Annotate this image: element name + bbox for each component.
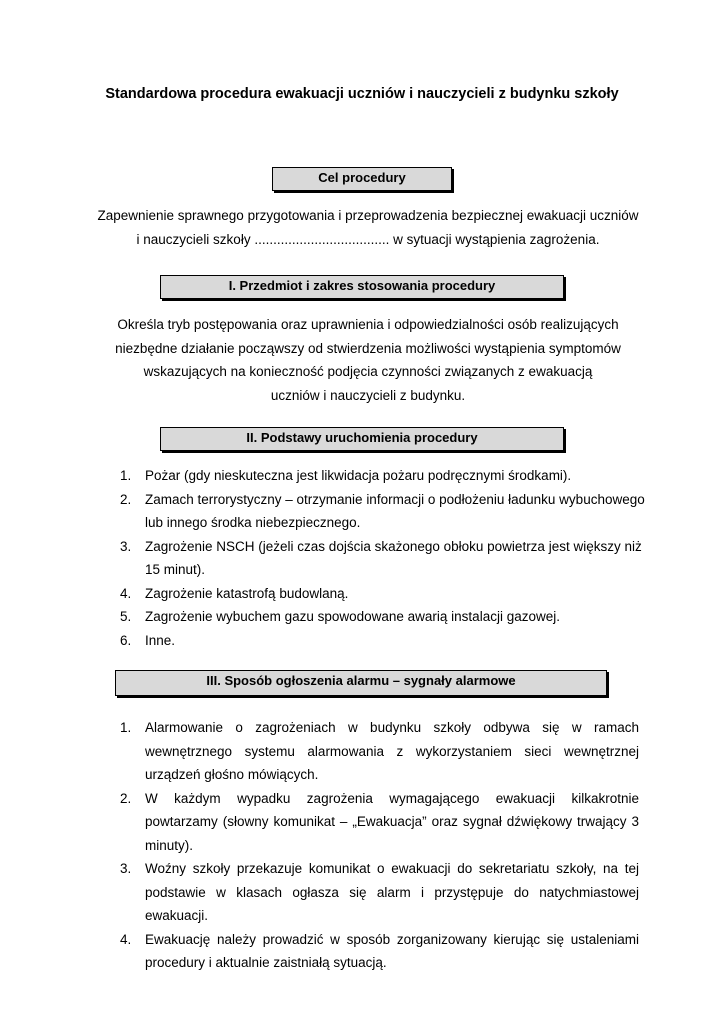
przedmiot-line: uczniów i nauczycieli z budynku. [270, 387, 466, 403]
list-number: 4. [120, 585, 132, 601]
przedmiot-paragraph [90, 313, 646, 407]
section-heading-przedmiot: I. Przedmiot i zakres stosowania procedury [160, 275, 564, 299]
section-heading-podstawy: II. Podstawy uruchomienia procedury [160, 427, 564, 451]
list-text: Pożar (gdy nieskuteczna jest likwidacja pożaru podręcznymi środkami). [145, 468, 572, 483]
cel-line: i nauczycieli szkoły .................................... w sytuacji wystąpienia zagrożenia. [136, 231, 600, 247]
list-item [115, 787, 639, 858]
list-item [115, 464, 645, 488]
list-item [115, 582, 645, 606]
list-item [115, 716, 639, 787]
list-number: 4. [120, 931, 132, 947]
list-number: 2. [120, 491, 132, 507]
list-text: Zagrożenie wybuchem gazu spowodowane awarią instalacji gazowej. [145, 609, 560, 624]
list-text: Ewakuację należy prowadzić w sposób zorganizowany kierując się ustaleniami procedury i aktualnie zaistniałą sytuacją. [145, 931, 639, 970]
list-item [115, 488, 645, 535]
list-item [115, 857, 639, 928]
podstawy-list [115, 464, 645, 652]
list-text: Alarmowanie o zagrożeniach w budynku szkoły odbywa się w ramach wewnętrznego systemu alarmowania z wykorzystaniem sieci wewnętrznej urządzeń głośno mówiących. [145, 720, 639, 782]
list-text: Zamach terrorystyczny – otrzymanie informacji o podłożeniu ładunku wybuchowego lub innego środka niebezpiecznego. [145, 491, 645, 530]
list-text: Inne. [145, 632, 176, 648]
list-item [115, 535, 645, 582]
list-number: 3. [120, 861, 132, 876]
alarm-list [115, 716, 639, 975]
przedmiot-line: Określa tryb postępowania oraz uprawnienia i odpowiedzialności osób realizujących [117, 317, 619, 332]
document-title: Standardowa procedura ewakuacji uczniów i nauczycieli z budynku szkoły [105, 86, 619, 102]
list-text: Woźny szkoły przekazuje komunikat o ewakuacji do sekretariatu szkoły, na tej podstawie w klasach ogłasza się alarm i przystępuje do natychmiastowej ewakuacji. [145, 861, 639, 923]
cel-line: Zapewnienie sprawnego przygotowania i przeprowadzenia bezpiecznej ewakuacji uczniów [97, 208, 639, 223]
list-number: 6. [120, 632, 132, 648]
list-number: 5. [120, 609, 132, 624]
list-item [115, 605, 645, 629]
list-text: W każdym wypadku zagrożenia wymagającego ewakuacji kilkakrotnie powtarzamy (słowny komunikat – „Ewakuacja” oraz sygnał dźwiękowy trwający 3 minuty). [145, 790, 639, 853]
przedmiot-line: niezbędne działanie począwszy od stwierdzenia możliwości wystąpienia symptomów [115, 340, 621, 356]
cel-paragraph [70, 204, 666, 251]
section-heading-cel: Cel procedury [272, 167, 452, 191]
list-number: 1. [120, 720, 132, 735]
list-number: 2. [120, 790, 132, 806]
przedmiot-line: wskazujących na konieczność podjęcia czynności związanych z ewakuacją [143, 364, 593, 379]
list-item [115, 928, 639, 975]
list-text: Zagrożenie NSCH (jeżeli czas dojścia skażonego obłoku powietrza jest większy niż 15 minut). [145, 538, 642, 577]
list-number: 1. [120, 468, 132, 483]
section-heading-alarm: III. Sposób ogłoszenia alarmu – sygnały alarmowe [115, 670, 607, 696]
list-text: Zagrożenie katastrofą budowlaną. [145, 585, 349, 601]
list-item [115, 629, 645, 653]
list-number: 3. [120, 538, 132, 554]
